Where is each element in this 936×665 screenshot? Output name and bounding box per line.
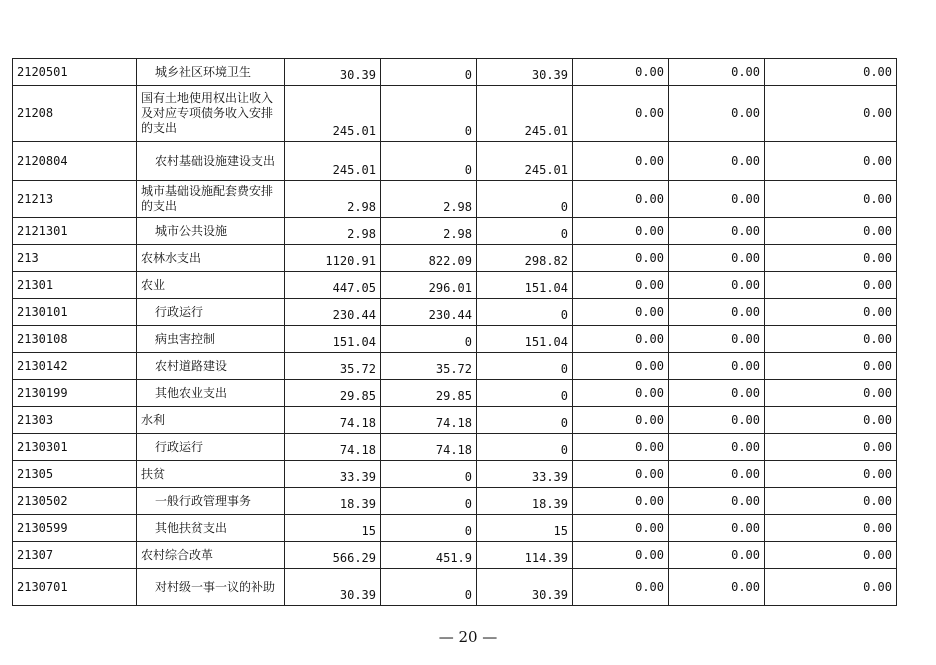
table-row [13,59,897,86]
table-row [13,181,897,218]
value-cell: 0.00 [573,569,669,606]
basic-expenditure-cell: 29.85 [381,380,477,407]
total-cell: 230.44 [285,299,381,326]
value-cell: 0.00 [765,299,897,326]
subject-code-cell: 213 [13,245,137,272]
basic-expenditure-cell: 0 [381,515,477,542]
project-expenditure-cell: 0 [477,299,573,326]
basic-expenditure-cell: 0 [381,86,477,142]
value-cell: 0.00 [573,515,669,542]
total-cell: 151.04 [285,326,381,353]
project-expenditure-cell: 0 [477,380,573,407]
value-cell: 0.00 [669,407,765,434]
table-row [13,326,897,353]
value-cell: 0.00 [765,353,897,380]
value-cell: 0.00 [669,434,765,461]
value-cell: 0.00 [765,142,897,181]
value-cell: 0.00 [669,515,765,542]
total-cell: 15 [285,515,381,542]
project-expenditure-cell: 245.01 [477,86,573,142]
value-cell: 0.00 [765,515,897,542]
subject-code-cell: 21307 [13,542,137,569]
value-cell: 0.00 [765,461,897,488]
basic-expenditure-cell: 35.72 [381,353,477,380]
table-row [13,515,897,542]
subject-name-cell: 其他农业支出 [137,380,285,407]
table-row [13,218,897,245]
basic-expenditure-cell: 2.98 [381,181,477,218]
table-row [13,353,897,380]
basic-expenditure-cell: 296.01 [381,272,477,299]
value-cell: 0.00 [669,181,765,218]
value-cell: 0.00 [573,488,669,515]
table-body [13,59,897,606]
table-row [13,142,897,181]
value-cell: 0.00 [765,542,897,569]
subject-code-cell: 21303 [13,407,137,434]
subject-code-cell: 21305 [13,461,137,488]
project-expenditure-cell: 151.04 [477,326,573,353]
basic-expenditure-cell: 0 [381,569,477,606]
value-cell: 0.00 [669,353,765,380]
value-cell: 0.00 [573,142,669,181]
subject-name-cell: 农业 [137,272,285,299]
value-cell: 0.00 [573,59,669,86]
subject-name-cell: 农林水支出 [137,245,285,272]
project-expenditure-cell: 0 [477,434,573,461]
total-cell: 30.39 [285,569,381,606]
subject-name-cell: 农村综合改革 [137,542,285,569]
subject-name-cell: 扶贫 [137,461,285,488]
value-cell: 0.00 [669,380,765,407]
value-cell: 0.00 [573,181,669,218]
subject-name-cell: 行政运行 [137,434,285,461]
value-cell: 0.00 [573,245,669,272]
value-cell: 0.00 [765,272,897,299]
subject-code-cell: 2130142 [13,353,137,380]
total-cell: 29.85 [285,380,381,407]
total-cell: 33.39 [285,461,381,488]
table-row [13,542,897,569]
value-cell: 0.00 [573,542,669,569]
subject-name-cell: 国有土地使用权出让收入及对应专项债务收入安排的支出 [137,86,285,142]
project-expenditure-cell: 30.39 [477,59,573,86]
subject-code-cell: 2130701 [13,569,137,606]
value-cell: 0.00 [573,434,669,461]
table-row [13,434,897,461]
basic-expenditure-cell: 230.44 [381,299,477,326]
project-expenditure-cell: 298.82 [477,245,573,272]
value-cell: 0.00 [765,326,897,353]
total-cell: 30.39 [285,59,381,86]
total-cell: 245.01 [285,142,381,181]
subject-name-cell: 城市公共设施 [137,218,285,245]
table-row [13,272,897,299]
table-row [13,86,897,142]
basic-expenditure-cell: 74.18 [381,434,477,461]
basic-expenditure-cell: 2.98 [381,218,477,245]
value-cell: 0.00 [573,407,669,434]
subject-name-cell: 农村道路建设 [137,353,285,380]
value-cell: 0.00 [765,569,897,606]
value-cell: 0.00 [573,353,669,380]
table-row [13,488,897,515]
value-cell: 0.00 [669,461,765,488]
table-row [13,380,897,407]
project-expenditure-cell: 0 [477,407,573,434]
subject-code-cell: 2130108 [13,326,137,353]
basic-expenditure-cell: 822.09 [381,245,477,272]
total-cell: 18.39 [285,488,381,515]
total-cell: 35.72 [285,353,381,380]
project-expenditure-cell: 114.39 [477,542,573,569]
value-cell: 0.00 [669,142,765,181]
value-cell: 0.00 [765,245,897,272]
project-expenditure-cell: 30.39 [477,569,573,606]
value-cell: 0.00 [669,272,765,299]
value-cell: 0.00 [669,59,765,86]
value-cell: 0.00 [765,380,897,407]
subject-name-cell: 一般行政管理事务 [137,488,285,515]
value-cell: 0.00 [669,218,765,245]
value-cell: 0.00 [573,326,669,353]
total-cell: 447.05 [285,272,381,299]
total-cell: 566.29 [285,542,381,569]
total-cell: 2.98 [285,181,381,218]
subject-name-cell: 城市基础设施配套费安排的支出 [137,181,285,218]
project-expenditure-cell: 0 [477,181,573,218]
subject-code-cell: 2120501 [13,59,137,86]
subject-code-cell: 21301 [13,272,137,299]
subject-code-cell: 2121301 [13,218,137,245]
table-row [13,461,897,488]
table-row [13,245,897,272]
project-expenditure-cell: 18.39 [477,488,573,515]
basic-expenditure-cell: 451.9 [381,542,477,569]
value-cell: 0.00 [669,569,765,606]
value-cell: 0.00 [573,461,669,488]
page-number: — 20 — [438,628,498,646]
project-expenditure-cell: 245.01 [477,142,573,181]
subject-name-cell: 水利 [137,407,285,434]
value-cell: 0.00 [765,59,897,86]
basic-expenditure-cell: 0 [381,326,477,353]
table-row [13,299,897,326]
value-cell: 0.00 [765,218,897,245]
subject-name-cell: 农村基础设施建设支出 [137,142,285,181]
value-cell: 0.00 [765,434,897,461]
subject-code-cell: 2130301 [13,434,137,461]
value-cell: 0.00 [765,181,897,218]
total-cell: 245.01 [285,86,381,142]
value-cell: 0.00 [765,488,897,515]
value-cell: 0.00 [669,326,765,353]
subject-code-cell: 2130599 [13,515,137,542]
total-cell: 74.18 [285,407,381,434]
value-cell: 0.00 [669,542,765,569]
subject-name-cell: 病虫害控制 [137,326,285,353]
value-cell: 0.00 [573,272,669,299]
subject-name-cell: 其他扶贫支出 [137,515,285,542]
basic-expenditure-cell: 74.18 [381,407,477,434]
project-expenditure-cell: 151.04 [477,272,573,299]
subject-name-cell: 对村级一事一议的补助 [137,569,285,606]
total-cell: 2.98 [285,218,381,245]
project-expenditure-cell: 0 [477,353,573,380]
basic-expenditure-cell: 0 [381,488,477,515]
subject-code-cell: 2130199 [13,380,137,407]
project-expenditure-cell: 33.39 [477,461,573,488]
basic-expenditure-cell: 0 [381,142,477,181]
total-cell: 1120.91 [285,245,381,272]
value-cell: 0.00 [669,86,765,142]
project-expenditure-cell: 0 [477,218,573,245]
value-cell: 0.00 [573,86,669,142]
value-cell: 0.00 [765,407,897,434]
basic-expenditure-cell: 0 [381,461,477,488]
value-cell: 0.00 [669,299,765,326]
subject-code-cell: 2130502 [13,488,137,515]
value-cell: 0.00 [765,86,897,142]
value-cell: 0.00 [669,488,765,515]
subject-code-cell: 21208 [13,86,137,142]
subject-code-cell: 21213 [13,181,137,218]
subject-name-cell: 城乡社区环境卫生 [137,59,285,86]
budget-table [12,58,897,606]
value-cell: 0.00 [573,380,669,407]
value-cell: 0.00 [573,299,669,326]
value-cell: 0.00 [669,245,765,272]
subject-code-cell: 2120804 [13,142,137,181]
table-row [13,569,897,606]
total-cell: 74.18 [285,434,381,461]
table-row [13,407,897,434]
subject-name-cell: 行政运行 [137,299,285,326]
basic-expenditure-cell: 0 [381,59,477,86]
value-cell: 0.00 [573,218,669,245]
project-expenditure-cell: 15 [477,515,573,542]
subject-code-cell: 2130101 [13,299,137,326]
